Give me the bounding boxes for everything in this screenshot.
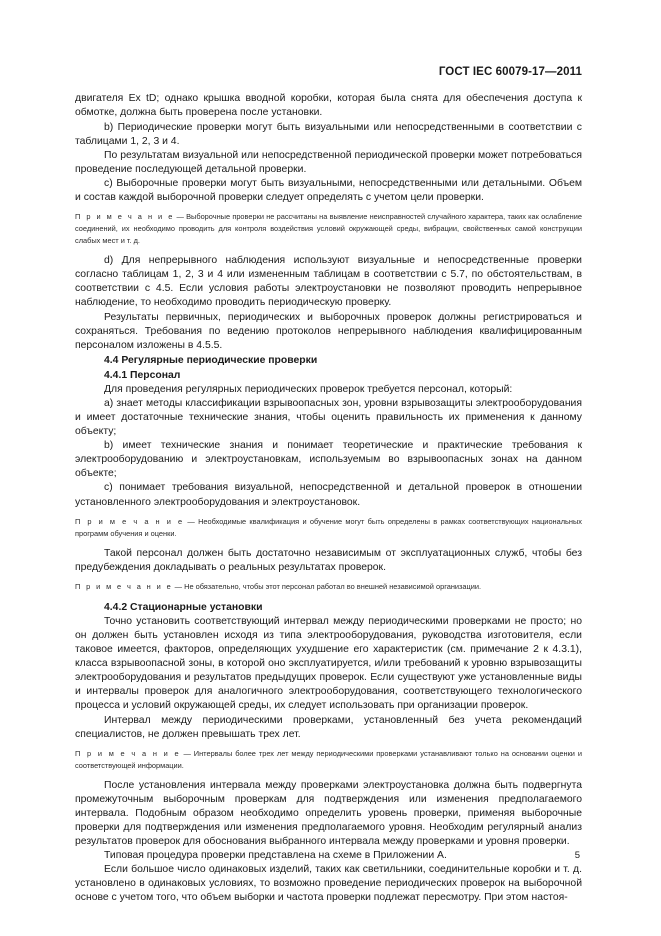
- body-paragraph: Результаты первичных, периодических и выборочных проверок должны регистрироваться и сохраняться. Требования по ведению протоколов непрерывного наблюдения квалифицированным персоналом изложены в 4.5.5.: [75, 311, 582, 351]
- body-paragraph: Точно установить соответствующий интервал между периодическими проверками не просто; но он должен быть установлен исходя из типа электрооборудования, руководства изготовителя, если таковое имеется, факторов, определяющих ухудшение его характеристик (см. примечание 2 к 4.3.1), класса взрывоопасной зоны, в которой оно эксплуатируется, и/или требований к уровню взрывозащиты электрооборудования и результатов предыдущих проверок. Если существуют уже установленные виды и интервалы проверок для аналогичного электрооборудования, соответствующего технологического процесса и условий окружающей среды, их следует использовать при организации проверок.: [75, 615, 582, 712]
- note-paragraph: [75, 581, 582, 593]
- body-paragraph: Интервал между периодическими проверками, установленный без учета рекомендаций специалистов, не должен превышать трех лет.: [75, 714, 582, 740]
- note-label: П р и м е ч а н и е: [75, 212, 175, 222]
- note-text: — Интервалы более трех лет между периодическими проверками устанавливают только на основании оценки и соответствующей информации.: [75, 748, 582, 770]
- note-label: П р и м е ч а н и е: [75, 516, 185, 526]
- note-paragraph: [75, 516, 582, 540]
- body-paragraph: Такой персонал должен быть достаточно независимым от эксплуатационных служб, чтобы без предубеждения докладывать о реальных результатах проверок.: [75, 547, 582, 573]
- body-paragraph: двигателя Ex tD; однако крышка вводной коробки, которая была снята для обеспечения доступа к обмотке, должна быть проверена после установки.: [75, 93, 582, 119]
- body-paragraph: После установления интервала между проверками электроустановка должна быть подвергнута промежуточным выборочным проверкам для подтверждения или изменения предполагаемого интервала. Подобным образом необходимо определить уровень проверки, применяя выборочные проверки для подтверждения или изменения предполагаемого уровня. Необходим регулярный анализ результатов проверок для обоснования выбранного интервала между проверками и уровня проверки.: [75, 779, 582, 848]
- note-text: — Выборочные проверки не рассчитаны на выявление неисправностей случайного характера, таких как ослабление соединений, их необходимо проводить для контроля воздействия условий окружающей среды, вибрации, свойственных самой конструкции слабых мест и т. д.: [75, 212, 582, 246]
- body-paragraph: Для проведения регулярных периодических проверок требуется персонал, который:: [104, 383, 513, 395]
- note-paragraph: [75, 748, 582, 772]
- note-label: П р и м е ч а н и е: [75, 748, 181, 758]
- section-heading: 4.4.2 Стационарные установки: [104, 601, 263, 613]
- body-paragraph: c) понимает требования визуальной, непосредственной и детальной проверок в отношении установленного электрооборудования и электроустановок.: [75, 482, 582, 508]
- body-paragraph: Если большое число одинаковых изделий, таких как светильники, соединительные коробки и т. д. установлено в одинаковых условиях, то возможно проведение периодических проверок на выборочной основе с учетом того, что объем выборки и частота проверки подлежат пересмотру. При этом настоя-: [75, 864, 582, 904]
- standard-code-header: ГОСТ IEC 60079-17—2011: [438, 66, 582, 78]
- document-body: [75, 92, 582, 906]
- note-text: — Необходимые квалификация и обучение могут быть определены в рамках соответствующих национальных программ обучения и оценки.: [75, 516, 582, 538]
- section-heading: 4.4 Регулярные периодические проверки: [104, 354, 318, 366]
- note-label: П р и м е ч а н и е: [75, 581, 173, 591]
- body-paragraph: a) знает методы классификации взрывоопасных зон, уровни взрывозащиты электрооборудования и имеет достаточные технические знания, чтобы оценить правильность их применения к данному объекту;: [75, 397, 582, 438]
- section-heading: 4.4.1 Персонал: [104, 369, 181, 381]
- note-paragraph: [75, 211, 582, 247]
- body-paragraph: b) имеет технические знания и понимает теоретические и практические требования к электрооборудованию и электроустановкам, используемым во взрывоопасных зонах на данном объекте;: [75, 440, 582, 480]
- note-text: — Не обязательно, чтобы этот персонал работал во внешней независимой организации.: [172, 581, 482, 591]
- page-number: 5: [574, 850, 580, 861]
- body-paragraph: d) Для непрерывного наблюдения используют визуальные и непосредственные проверки согласно таблицам 1, 2, 3 и 4 или измененным таблицам в соответствии с 5.7, по обстоятельствам, в соответствии с 4.5. Если условия работы электроустановки не позволяют проводить непрерывное наблюдение, то необходимо проводить периодическую проверку.: [75, 255, 582, 309]
- body-paragraph: Типовая процедура проверки представлена на схеме в Приложении А.: [104, 850, 447, 862]
- body-paragraph: По результатам визуальной или непосредственной периодической проверки может потребоваться проведение последующей детальной проверки.: [75, 149, 582, 175]
- body-paragraph: b) Периодические проверки могут быть визуальными или непосредственными в соответствии с таблицами 1, 2, 3 и 4.: [75, 121, 582, 147]
- body-paragraph: c) Выборочные проверки могут быть визуальными, непосредственными или детальными. Объем и состав каждой выборочной проверки следует определять с учетом цели проверки.: [75, 177, 582, 204]
